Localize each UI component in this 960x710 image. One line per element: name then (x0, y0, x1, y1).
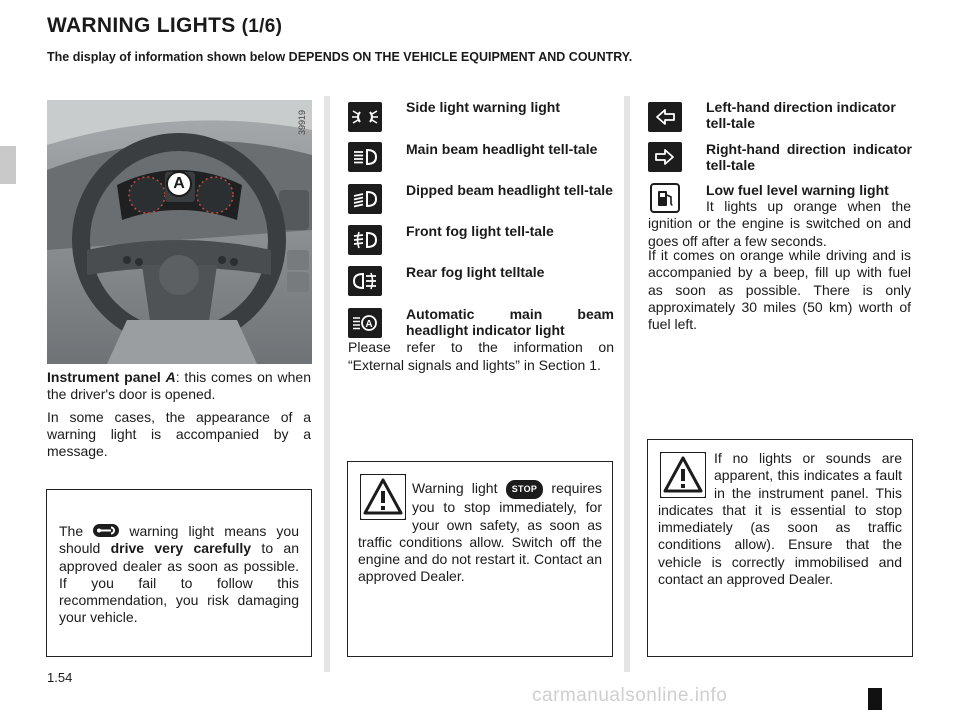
low-fuel-text-2: If it comes on orange while driving and is accompanied by a beep, fill up with fuel as soon as possible. There is only approximately 30 miles (50 km) worth of fuel left. (648, 247, 911, 333)
page-number: 1.54 (47, 670, 73, 685)
side-light-label: Side light warning light (406, 99, 560, 115)
stop-badge-icon: STOP (506, 480, 544, 499)
left-indicator-label: Left-hand direction indicator tell-tale (706, 99, 896, 131)
auto-main-beam-icon (348, 308, 382, 338)
front-fog-icon (348, 225, 382, 255)
rear-fog-icon (348, 266, 382, 296)
message-paragraph: In some cases, the appearance of a warning light is accompanied by a message. (47, 409, 311, 459)
section-tab (0, 146, 16, 184)
page-title: WARNING LIGHTS (1/6) (47, 14, 283, 37)
main-beam-label: Main beam headlight tell-tale (406, 141, 598, 157)
svg-text:A: A (365, 319, 373, 330)
low-fuel-label: Low fuel level warning light (706, 182, 889, 198)
callout-a-label: A (173, 175, 185, 192)
side-light-icon (348, 102, 382, 132)
watermark: carmanualsonline.info (532, 685, 728, 706)
rear-fog-label: Rear fog light telltale (406, 264, 545, 280)
dipped-beam-icon (348, 184, 382, 214)
instrument-panel-caption: Instrument panel A: this comes on when the driver's door is opened. (47, 369, 311, 402)
stop-warning-box (347, 461, 613, 657)
instrument-fault-box (647, 439, 913, 657)
corner-mark (868, 688, 882, 710)
auto-main-beam-label: Automatic main beam headlight indicator light (406, 306, 614, 338)
page-title-suffix: (1/6) (241, 16, 283, 37)
image-reference: 39919 (297, 110, 307, 136)
stop-warning-text-top: Warning light STOP requires you to stop immediately, for your own safety, as soon as traffic conditions allow. Switch off the engine and do not restart it. Contact an approved Dealer. (358, 480, 603, 585)
instrument-panel-photo (47, 100, 312, 364)
right-indicator-icon (648, 142, 682, 172)
instrument-fault-text: If no lights or sounds are apparent, this indicates a fault in the instrument panel. This indicates that it is essential to stop immediately (as soon as traffic conditions allow). Ensure that the vehicle is correctly immobilised and contact an approved Dealer. (658, 450, 902, 588)
column-divider (324, 96, 330, 672)
front-fog-label: Front fog light tell-tale (406, 223, 554, 239)
column-divider (624, 96, 630, 672)
dipped-beam-label: Dipped beam headlight tell-tale (406, 182, 613, 198)
main-beam-icon (348, 142, 382, 172)
drive-carefully-text: The warning light means you should drive very carefully to an approved dealer as soon as possible. If you fail to follow this recommendation, you risk damaging your vehicle. (59, 523, 300, 626)
service-wrench-icon (93, 524, 119, 537)
auto-main-beam-note: Please refer to the information on “External signals and lights” in Section 1. (348, 339, 614, 373)
equipment-notice: The display of information shown below DEPENDS ON THE VEHICLE EQUIPMENT AND COUNTRY. (47, 50, 633, 64)
right-indicator-label: Right-hand direction indicator tell-tale (706, 141, 912, 173)
drive-carefully-box (46, 489, 312, 657)
low-fuel-text: It lights up orange when the ignition or the engine is switched on and goes off after a few seconds. (648, 198, 911, 249)
left-indicator-icon (648, 102, 682, 132)
